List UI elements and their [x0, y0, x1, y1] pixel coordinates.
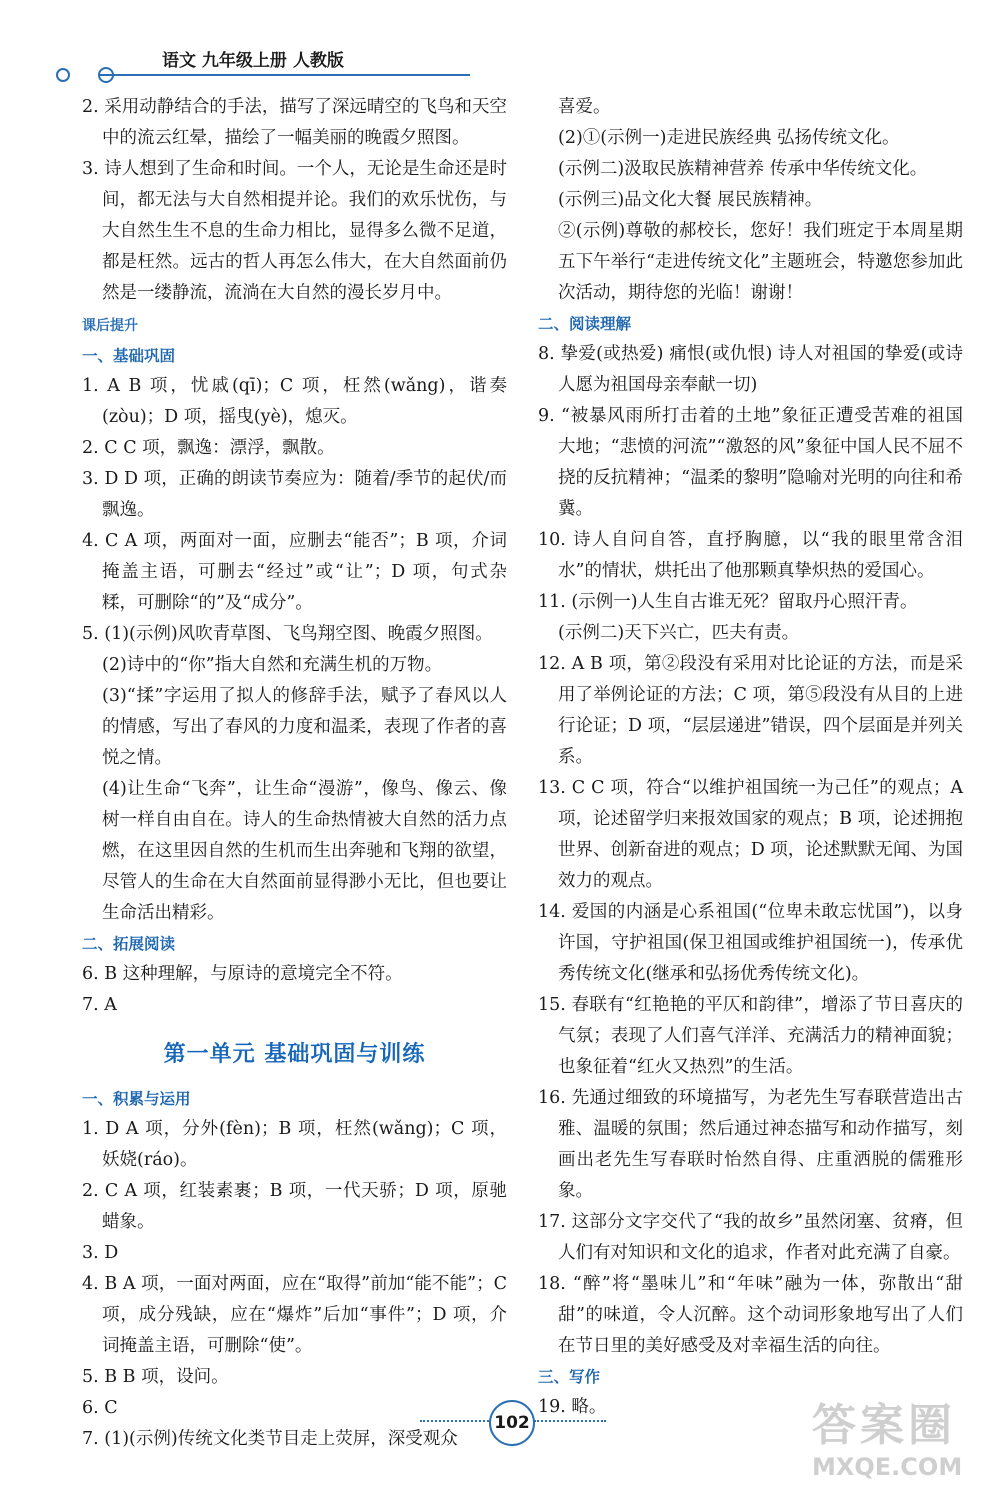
answer-subitem: (示例二)汲取民族精神营养 传承中华传统文化。: [558, 159, 928, 179]
watermark-url: MXQE.COM: [812, 1453, 963, 1481]
header-ornament-circle: [56, 68, 70, 82]
answer-item: 2. 采用动静结合的手法，描写了深远晴空的飞鸟和天空中的流云红晕，描绘了一幅美丽的晚霞夕照图。: [82, 97, 507, 148]
answer-item: 9. “被暴风雨所打击着的土地”象征正遭受苦难的祖国大地；“悲愤的河流”“激怒的风”象征中国人民不屈不挠的反抗精神；“温柔的黎明”隐喻对光明的向往和希冀。: [538, 406, 963, 519]
answer-item: 16. 先通过细致的环境描写，为老先生写春联营造出古雅、温暖的氛围；然后通过神态描写和动作描写，刻画出老先生写春联时怡然自得、庄重洒脱的儒雅形象。: [538, 1088, 963, 1201]
section-heading: 三、写作: [538, 1368, 601, 1386]
left-column: [82, 92, 507, 1455]
answer-subitem: (3)“揉”字运用了拟人的修辞手法，赋予了春风以人的情感，写出了春风的力度和温柔，表现了作者的喜悦之情。: [102, 686, 507, 768]
answer-item: 5. (1)(示例)风吹青草图、飞鸟翔空图、晚霞夕照图。: [82, 624, 493, 644]
footer-dots-right: [534, 1420, 606, 1422]
answer-item: 4. B A 项，一面对两面，应在“取得”前加“能不能”；C 项，成分残缺，应在“爆炸”后加“事件”；D 项，介词掩盖主语，可删除“使”。: [82, 1274, 507, 1356]
answer-item: 10. 诗人自问自答，直抒胸臆，以“我的眼里常含泪水”的情状，烘托出了他那颗真挚炽热的爱国心。: [538, 530, 963, 581]
answer-subitem: ②(示例)尊敬的郝校长，您好！我们班定于本周星期五下午举行“走进传统文化”主题班会，特邀您参加此次活动，期待您的光临！谢谢！: [558, 221, 963, 303]
section-heading: 一、积累与运用: [82, 1090, 191, 1108]
page-header: [40, 42, 470, 82]
answer-item: 3. D D 项，正确的朗读节奏应为：随着/季节的起伏/而飘逸。: [82, 469, 507, 520]
answer-subitem: (2)①(示例一)走进民族经典 弘扬传统文化。: [558, 128, 900, 148]
answer-item: 13. C C 项，符合“以维护祖国统一为己任”的观点；A 项，论述留学归来报效国家的观点；B 项，论述拥抱世界、创新奋进的观点；D 项，论述默默无闻、为国效力的观点。: [538, 778, 963, 891]
watermark-text: 答案圈: [812, 1400, 956, 1451]
answer-item: 1. D A 项，分外(fèn)；B 项，枉然(wǎng)；C 项，妖娆(ráo)。: [82, 1119, 507, 1170]
answer-item: 2. C C 项，飘逸：漂浮，飘散。: [82, 438, 335, 458]
section-heading: 二、拓展阅读: [82, 935, 176, 953]
answer-item: 17. 这部分文字交代了“我的故乡”虽然闭塞、贫瘠，但人们有对知识和文化的追求，作者对此充满了自豪。: [538, 1212, 963, 1263]
unit-title: 第一单元 基础巩固与训练: [163, 1042, 426, 1067]
answer-item: 11. (示例一)人生自古谁无死？留取丹心照汗青。: [538, 592, 918, 612]
answer-item: 4. C A 项，两面对一面，应删去“能否”；B 项，介词掩盖主语，可删去“经过”或“让”；D 项，句式杂糅，可删除“的”及“成分”。: [82, 531, 507, 613]
answer-item: 3. D: [82, 1243, 119, 1263]
page-footer: [420, 1398, 600, 1444]
answer-item: 15. 春联有“红艳艳的平仄和韵律”，增添了节日喜庆的气氛；表现了人们喜气洋洋、充满活力的精神面貌；也象征着“红火又热烈”的生活。: [538, 995, 963, 1077]
answer-subitem: (2)诗中的“你”指大自然和充满生机的万物。: [102, 655, 443, 675]
answer-subitem: (4)让生命“飞奔”，让生命“漫游”，像鸟、像云、像树一样自由自在。诗人的生命热情被大自然的活力点燃，在这里因自然的生机而生出奔驰和飞翔的欲望，尽管人的生命在大自然面前显得渺小无比，但也要让生命活出精彩。: [102, 779, 507, 923]
page-number: 102: [489, 1400, 535, 1446]
book-title: 语文 九年级上册 人教版: [162, 51, 344, 71]
answer-subitem: (示例三)品文化大餐 展民族精神。: [558, 190, 823, 210]
section-heading: 二、阅读理解: [538, 315, 632, 333]
answer-item: 8. 挚爱(或热爱) 痛恨(或仇恨) 诗人对祖国的挚爱(或诗人愿为祖国母亲奉献一切): [538, 344, 963, 395]
answer-subitem: 喜爱。: [558, 97, 611, 117]
answer-item: 7. A: [82, 995, 117, 1015]
watermark-logo: [812, 1400, 992, 1496]
footer-dots-left: [420, 1420, 492, 1422]
answer-item: 6. C: [82, 1398, 118, 1418]
answer-subitem: (示例二)天下兴亡，匹夫有责。: [558, 623, 800, 643]
right-column: [538, 92, 963, 1423]
answer-item: 2. C A 项，红装素裹；B 项，一代天骄；D 项，原驰蜡象。: [82, 1181, 507, 1232]
answer-item: 6. B 这种理解，与原诗的意境完全不符。: [82, 964, 403, 984]
answer-item: 18. “醉”将“墨味儿”和“年味”融为一体，弥散出“甜甜”的味道，令人沉醉。这个动词形象地写出了人们在节日里的美好感受及对幸福生活的向往。: [538, 1274, 963, 1356]
answer-item: 1. A B 项，忧戚(qī)；C 项，枉然(wǎng)，谐奏(zòu)；D 项，摇曳(yè)，熄灭。: [82, 376, 507, 427]
answer-item: 19. 略。: [538, 1397, 607, 1417]
header-rule: [100, 74, 470, 76]
answer-item: 5. B B 项，设问。: [82, 1367, 229, 1387]
answer-item: 3. 诗人想到了生命和时间。一个人，无论是生命还是时间，都无法与大自然相提并论。我们的欢乐忧伤，与大自然生生不息的生命力相比，显得多么微不足道，都是枉然。远古的哲人再怎么伟大，在大自然面前仍然是一缕静流，流淌在大自然的漫长岁月中。: [82, 159, 507, 303]
answer-item: 7. (1)(示例)传统文化类节目走上荧屏，深受观众: [82, 1429, 458, 1449]
answer-item: 12. A B 项，第②段没有采用对比论证的方法，而是采用了举例论证的方法；C 项，第⑤段没有从目的上进行论证；D 项，“层层递进”错误，四个层面是并列关系。: [538, 654, 963, 767]
subsection-label: 课后提升: [82, 318, 138, 334]
section-heading: 一、基础巩固: [82, 347, 176, 365]
answer-item: 14. 爱国的内涵是心系祖国(“位卑未敢忘忧国”)，以身许国，守护祖国(保卫祖国或维护祖国统一)，传承优秀传统文化(继承和弘扬优秀传统文化)。: [538, 902, 963, 984]
